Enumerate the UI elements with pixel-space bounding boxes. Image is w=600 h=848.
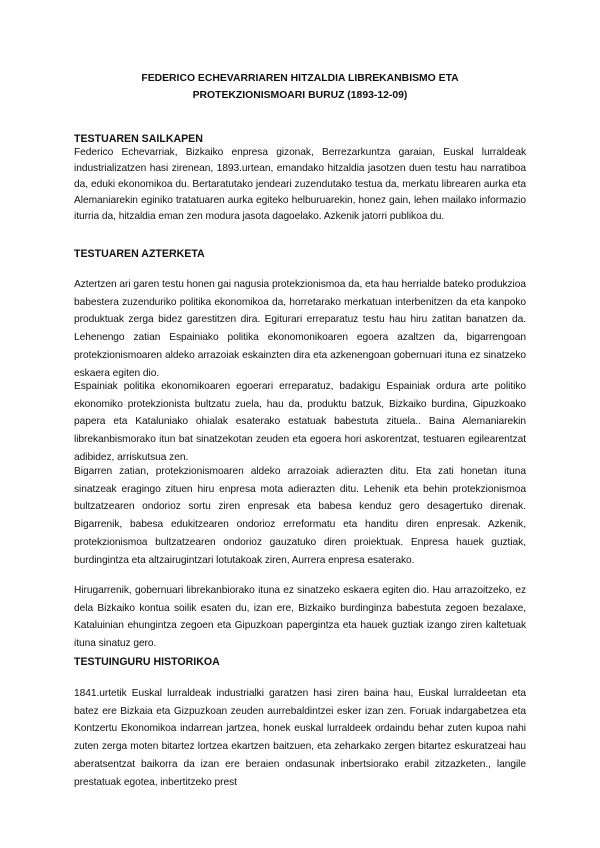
paragraph-sailkapen: Federico Echevarriak, Bizkaiko enpresa gizonak, Berrezarkuntza garaian, Euskal lurraldeak industrializatzen hasi zirenean, 1893.urtean, emandako hitzaldia jasotzen duen testu hau narratiboa da, eduki ekonomikoa du. Bertaratutako jendeari zuzendutako testua da, merkatu librearen aurka eta Alemaniarekin eginiko tratatuaren aurka egiteko helburuarekin, honez gain, lehen mailako informazio iturria da, hitzaldia eman zen modura jasota dagoelako. Azkenik jatorri publikoa du. (74, 147, 526, 222)
title-line-1: FEDERICO ECHEVARRIAREN HITZALDIA LIBREKANBISMO ETA (141, 73, 459, 84)
paragraph-azterketa-1: Aztertzen ari garen testu honen gai nagusia protekzionismoa da, eta hau herrialde bateko produkzioa babestera zuzenduriko politika ekonomikoa da, horretarako merkatuan interbenitzen da eta kanpoko produktuak zerga bidez garestitzen dira. Egiturari erreparatuz testu hau hiru zatitan banatzen da. Lehenengo zatian Espainiako politika ekonomonikoaren egoera azaltzen da, bigarrengoan protekzionismoaren aldeko arrazoiak eskainzten dira eta azkenengoan gobernuari ituna ez sinatzeko eskaera egiten dio. (74, 279, 526, 379)
section-heading-azterketa: TESTUAREN AZTERKETA (74, 248, 205, 260)
section-heading-sailkapen: TESTUAREN SAILKAPEN (74, 133, 203, 145)
paragraph-azterketa-2: Espainiak politika ekonomikoaren egoerari erreparatuz, badakigu Espainiak ordura arte politiko ekonomiko protekzionista bultzatu zuela, hau da, produktu batzuk, Bizkaiko burdina, Gipuzkoako papera eta Kataluniako ohialak esaterako estatuak babestuta zituela.. Baina Alemaniarekin librekanbismorako itun bat sinatzekotan zeuden eta egoera hori askorentzat, testuaren egilearentzat adibidez, arriskutsua zen. (74, 381, 526, 463)
paragraph-testuinguru-1: 1841.urtetik Euskal lurraldeak industrialki garatzen hasi ziren baina hau, Euskal lurraldeetan eta batez ere Bizkaia eta Gizpuzkoan zeuden aurrebaldintzei esker izan zen. Foruak indargabetzea eta Kontzertu Ekonomikoa indarrean jartzea, honek euskal lurraldeek ordaindu behar zuten kupoa nahi zuten zerga moten bitartez lortzea ekartzen baitzuen, eta zeharkako zergen bitartez eskuratzeai hau aberatsentzat baikorra da izan ere beraien ondasunak inbertsiorako erabil zitzazketen., langile prestatuak egotea, inbertitzeko prest (74, 688, 526, 788)
section-heading-testuinguru: TESTUINGURU HISTORIKOA (74, 656, 220, 668)
title-line-2: PROTEKZIONISMOARI BURUZ (1893-12-09) (192, 90, 408, 101)
paragraph-azterketa-4: Hirugarrenik, gobernuari librekanbiorako ituna ez sinatzeko eskaera egiten dio. Hau arrazoitzeko, ez dela Bizkaiko kontua soilik esaten du, izan ere, Bizkaiko burdinginza babestuta zegoen bezalaxe, Kataluinian ehungintza zegoen eta Gipuzkoan papergintza eta hauek guztiak izango ziren kaltetuak ituna sinatuz gero. (74, 585, 526, 650)
paragraph-azterketa-3: Bigarren zatian, protekzionismoaren aldeko arrazoiak adierazten ditu. Eta zati honetan ituna sinatzeak eragingo zituen hiru enpresa mota adierazten ditu. Lehenik eta behin protekzionismoa bultzatzearen ondorioz sortu ziren enpresak eta babesa kenduz gero desagertuko direnak. Bigarrenik, babesa edukitzearen ondorioz erreformatu eta handitu diren enpresak. Azkenik, protekzionismoa bultzatzearen ondorioz gauzatuko diren proiektuak. Enpresa hauek guztiak, burdingintza eta altzairugintzari lotutakoak ziren, Aurrera enpresa esaterako. (74, 466, 526, 566)
document-title (60, 70, 540, 104)
